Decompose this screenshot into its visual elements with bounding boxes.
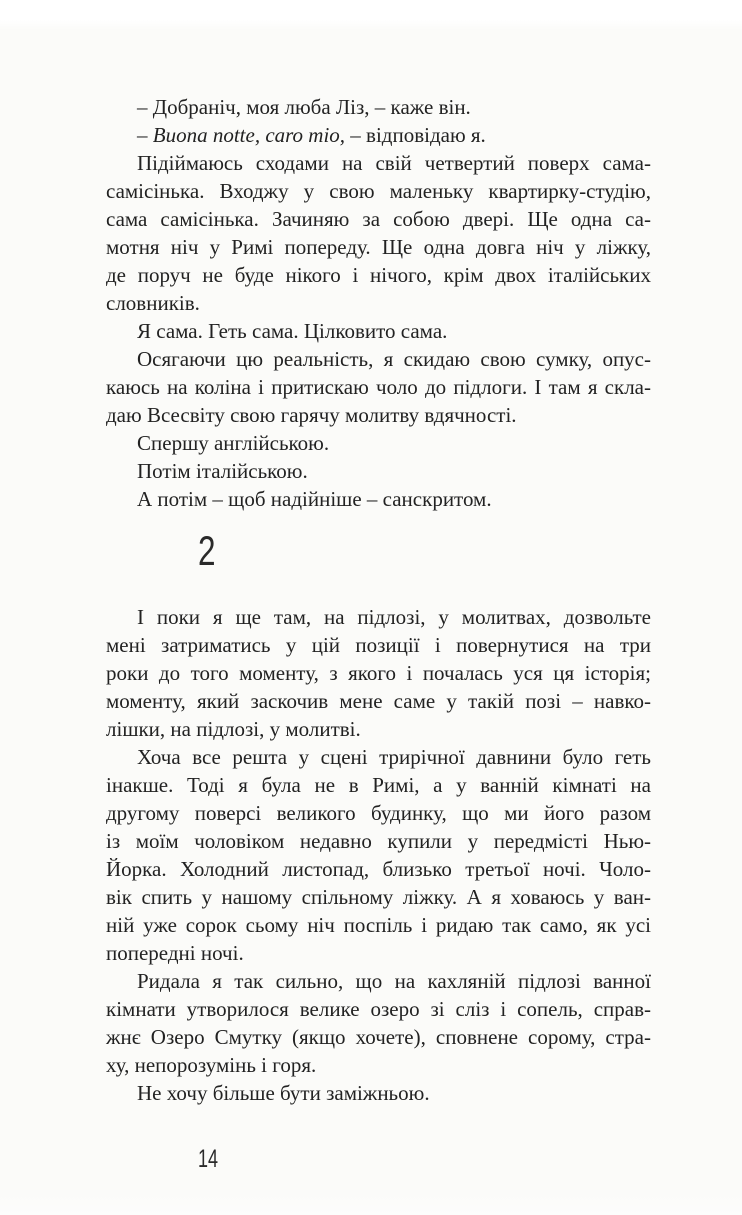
italic-text-segment: Buona notte, caro mio,	[152, 123, 346, 147]
text-line	[106, 1051, 651, 1079]
text-segment: кімнати утворилося велике озеро зі сліз і сопель, справ-	[106, 997, 651, 1021]
text-segment: попередні ночі.	[106, 941, 244, 965]
text-segment: Не хочу більше бути заміжньою.	[137, 1081, 430, 1105]
text-line	[106, 233, 651, 261]
text-line	[106, 939, 651, 967]
text-segment: моменту, який заскочив мене саме у такій позі – навко-	[106, 689, 651, 713]
text-segment: І поки я ще там, на підлозі, у молитвах, дозвольте	[137, 605, 651, 629]
text-line	[106, 659, 651, 687]
paragraph	[106, 603, 651, 743]
text-segment: вік спить у нашому спільному ліжку. А я ховаюсь у ван-	[106, 885, 651, 909]
text-line	[106, 827, 651, 855]
text-segment: де поруч не буде нікого і нічого, крім двох італійських	[106, 263, 651, 287]
text-line	[106, 1079, 651, 1107]
text-line	[106, 995, 651, 1023]
text-line	[106, 883, 651, 911]
text-segment: мені затриматись у цій позиції і повернутися на три	[106, 633, 651, 657]
text-segment: лішки, на підлозі, у молитві.	[106, 717, 361, 741]
text-line	[106, 289, 651, 317]
text-line	[106, 373, 651, 401]
text-line	[106, 401, 651, 429]
text-line	[106, 855, 651, 883]
text-line	[106, 205, 651, 233]
text-line	[106, 485, 651, 513]
paragraph	[106, 93, 651, 121]
text-segment: жнє Озеро Смутку (якщо хочете), сповнене сорому, стра-	[106, 1025, 651, 1049]
text-line	[106, 771, 651, 799]
paragraph	[106, 121, 651, 149]
paragraph	[106, 317, 651, 345]
text-segment: Потім італійською.	[137, 459, 308, 483]
text-segment: ху, непорозумінь і горя.	[106, 1053, 317, 1077]
text-segment: Осягаючи цю реальність, я скидаю свою сумку, опус-	[137, 347, 651, 371]
text-line	[106, 93, 651, 121]
text-segment: словників.	[106, 291, 200, 315]
text-segment: Ридала я так сильно, що на кахляній підлозі ванної	[137, 969, 651, 993]
paragraph	[106, 967, 651, 1079]
text-line	[106, 317, 651, 345]
text-line	[106, 177, 651, 205]
paragraph	[106, 429, 651, 457]
paragraph	[106, 149, 651, 317]
text-segment: –	[137, 123, 153, 147]
text-line	[106, 743, 651, 771]
paragraph	[106, 1079, 651, 1107]
text-line	[106, 799, 651, 827]
text-line	[106, 149, 651, 177]
paragraph	[106, 457, 651, 485]
text-segment: Спершу англійською.	[137, 431, 330, 455]
text-segment: Хоча все решта у сцені трирічної давнини було геть	[137, 745, 651, 769]
paragraph	[106, 743, 651, 967]
text-line	[106, 261, 651, 289]
text-segment: мотня ніч у Римі попереду. Ще одна довга ніч у ліжку,	[106, 235, 651, 259]
paragraph	[106, 485, 651, 513]
text-segment: каюсь на коліна і притискаю чоло до підлоги. І там я скла-	[106, 375, 651, 399]
text-block	[106, 93, 651, 1107]
text-segment: Я сама. Геть сама. Цілковито сама.	[137, 319, 448, 343]
text-line	[106, 715, 651, 743]
text-line	[106, 429, 651, 457]
text-line	[106, 1023, 651, 1051]
text-line	[106, 345, 651, 373]
text-segment: другому поверсі великого будинку, що ми його разом	[106, 801, 651, 825]
chapter-heading	[106, 513, 651, 603]
text-segment: самісінька. Входжу у свою маленьку квартирку-студію,	[106, 179, 651, 203]
text-line	[106, 457, 651, 485]
text-line	[106, 631, 651, 659]
text-segment: сама самісінька. Зачиняю за собою двері. Ще одна са-	[106, 207, 651, 231]
text-segment: Йорка. Холодний листопад, близько третьої ночі. Чоло-	[106, 857, 651, 881]
text-line	[106, 967, 651, 995]
text-segment: даю Всесвіту свою гарячу молитву вдячності.	[106, 403, 517, 427]
text-line	[106, 911, 651, 939]
text-segment: роки до того моменту, з якого і почалась уся ця історія;	[106, 661, 651, 685]
text-segment: – відповідаю я.	[345, 123, 486, 147]
chapter-number: 2	[198, 527, 216, 574]
text-segment: – Добраніч, моя люба Ліз, – каже він.	[137, 95, 471, 119]
text-line	[106, 687, 651, 715]
text-segment: А потім – щоб надійніше – санскритом.	[137, 487, 492, 511]
text-line	[106, 121, 651, 149]
text-segment: інакше. Тоді я була не в Римі, а у ванній кімнаті на	[106, 773, 651, 797]
page-number	[198, 1147, 226, 1172]
paragraph	[106, 345, 651, 429]
page-number-value: 14	[198, 1145, 219, 1173]
text-segment: із моїм чоловіком недавно купили у передмісті Нью-	[106, 829, 651, 853]
text-segment: Підіймаюсь сходами на свій четвертий поверх сама-	[137, 151, 651, 175]
text-line	[106, 603, 651, 631]
text-segment: ній уже сорок сьому ніч поспіль і ридаю так само, як усі	[106, 913, 651, 937]
